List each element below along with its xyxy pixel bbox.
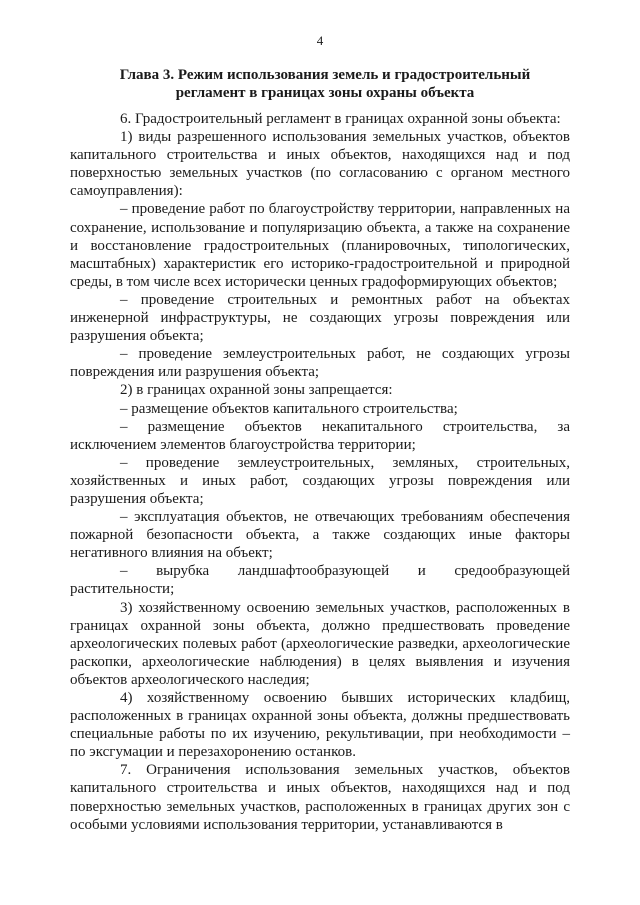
paragraph-subitem-3: 3) хозяйственному освоению земельных участков, расположенных в границах охранной зоны объекта, должно предшествовать проведение археологических полевых работ (археологические разведки, археологические раскопки, археологические наблюдения) в целях выявления и изучения объектов археологического наследия; <box>70 599 570 688</box>
chapter-heading <box>110 66 540 102</box>
bullet-item: – проведение землеустроительных работ, не создающих угрозы повреждения или разрушения объекта; <box>70 346 570 381</box>
paragraph-subitem-1: 1) виды разрешенного использования земельных участков, объектов капитального строительства и иных объектов, находящихся над и под поверхностью земельных участков (по согласованию с органом местного самоуправления): <box>70 129 570 200</box>
bullet-item: – эксплуатация объектов, не отвечающих требованиям обеспечения пожарной безопасности объекта, а также создающих иные факторы негативного влияния на объект; <box>70 509 570 562</box>
bullet-item: – проведение землеустроительных, земляных, строительных, хозяйственных и иных работ, создающих угрозы повреждения или разрушения объекта; <box>70 454 570 507</box>
page-number: 4 <box>316 33 324 48</box>
chapter-heading-line-1: Глава 3. Режим использования земель и градостроительный <box>119 67 531 83</box>
bullet-item: – проведение работ по благоустройству территории, направленных на сохранение, использование и популяризацию объекта, а также на сохранение и восстановление градостроительных (планировочных, типологических, масштабных) характеристик его историко-градостроительной и природной среды, в том числе всех исторически ценных градоформирующих объектов; <box>70 201 570 290</box>
paragraph-item-6: 6. Градостроительный регламент в границах охранной зоны объекта: <box>120 111 561 127</box>
bullet-item: – проведение строительных и ремонтных работ на объектах инженерной инфраструктуры, не создающих угрозы повреждения или разрушения объекта; <box>70 291 570 345</box>
bullet-item: – размещение объектов некапитального строительства, за исключением элементов благоустройства территории; <box>70 418 570 453</box>
bullet-item: – размещение объектов капитального строительства; <box>120 400 458 417</box>
body-text <box>70 110 570 834</box>
paragraph-subitem-4: 4) хозяйственному освоению бывших исторических кладбищ, расположенных в границах охранной зоны объекта, должны предшествовать специальные работы по их изучению, рекультивации, при необходимости – по эксгумации и перезахоронению останков. <box>70 690 570 761</box>
bullet-item: – вырубка ландшафтообразующей и средообразующей растительности; <box>70 563 570 598</box>
paragraph-subitem-2: 2) в границах охранной зоны запрещается: <box>120 382 393 399</box>
paragraph-item-7: 7. Ограничения использования земельных участков, объектов капитального строительства и иных объектов, находящихся над и под поверхностью земельных участков, расположенных в границах других зон с особыми условиями использования территории, устанавливаются в <box>70 762 570 833</box>
chapter-heading-line-2: регламент в границах зоны охраны объекта <box>175 85 475 101</box>
